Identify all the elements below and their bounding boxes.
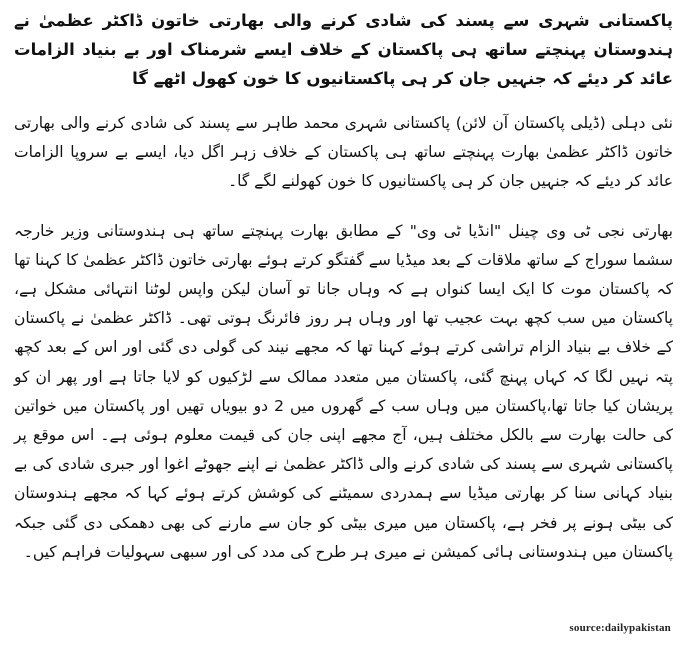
article-paragraph-intro: نئی دہلی (ڈیلی پاکستان آن لائن) پاکستانی شہری محمد طاہر سے پسند کی شادی کرنے والی بھارتی خاتون ڈاکٹر عظمیٰ بھارت پہنچتے ساتھ ہی پاکستان کے خلاف زہر اگل دیا، ایسے بے سروپا الزامات عائد کر دیئے کہ جنہیں جان کر ہی پاکستانیوں کا خون کھولنے لگے گا۔ [14, 114, 673, 191]
source-credit: source:dailypakistan [569, 622, 671, 634]
article-body [14, 6, 673, 567]
article-headline: پاکستانی شہری سے پسند کی شادی کرنے والی بھارتی خاتون ڈاکٹر عظمیٰ نے ہندوستان پہنچتے ساتھ ہی پاکستان کے خلاف ایسے شرمناک اور بے بنیاد الزامات عائد کر دیئے کہ جنہیں جان کر ہی پاکستانیوں کا خون کھول اٹھے گا [14, 11, 673, 88]
article-paragraph-main: بھارتی نجی ٹی وی چینل "انڈیا ٹی وی" کے مطابق بھارت پہنچتے ساتھ ہی ہندوستانی وزیر خارجہ سشما سوراج کے ساتھ ملاقات کے بعد میڈیا سے گفتگو کرتے ہوئے بھارتی خاتون ڈاکٹر عظمیٰ کا کہنا تھا کہ پاکستان موت کا ایک ایسا کنواں ہے کہ وہاں جانا تو آسان لیکن واپس لوٹنا انتہائی مشکل ہے، پاکستان میں سب کچھ بہت عجیب تھا اور وہاں ہر روز فائرنگ ہوتی تھی۔ ڈاکٹر عظمیٰ نے پاکستان کے خلاف بے بنیاد الزام تراشی کرتے ہوئے کہنا تھا کہ مجھے نیند کی گولی دی گئی اور اس کے بعد کچھ پتہ نہیں لگا کہ کہاں پہنچ گئی، پاکستان میں متعدد ممالک سے لڑکیوں کو لایا جاتا ہے اور پھر ان کو پریشان کیا جاتا تھا،پاکستان میں وہاں سب کے گھروں میں 2 دو بیویاں تھیں اور پاکستان میں خواتین کی حالت بھارت سے بالکل مختلف ہیں، آج مجھے اپنی جان کی قیمت معلوم ہوئی ہے۔ اس موقع پر پاکستانی شہری سے پسند کی شادی کرنے والی ڈاکٹر عظمیٰ نے اپنے جھوٹے اغوا اور جبری شادی کی بے بنیاد کہانی سنا کر بھارتی میڈیا سے ہمدردی سمیٹنے کی کوشش کرتے ہوئے کہا کہ مجھے ہندوستان کی بیٹی ہونے پر فخر ہے، پاکستان میں میری بیٹی کو جان سے مارنے کی بھی دھمکی دی گئی جبکہ پاکستان میں ہندوستانی ہائی کمیشن نے میری ہر طرح کی مدد کی اور سبھی سہولیات فراہم کیں۔ [14, 221, 673, 561]
